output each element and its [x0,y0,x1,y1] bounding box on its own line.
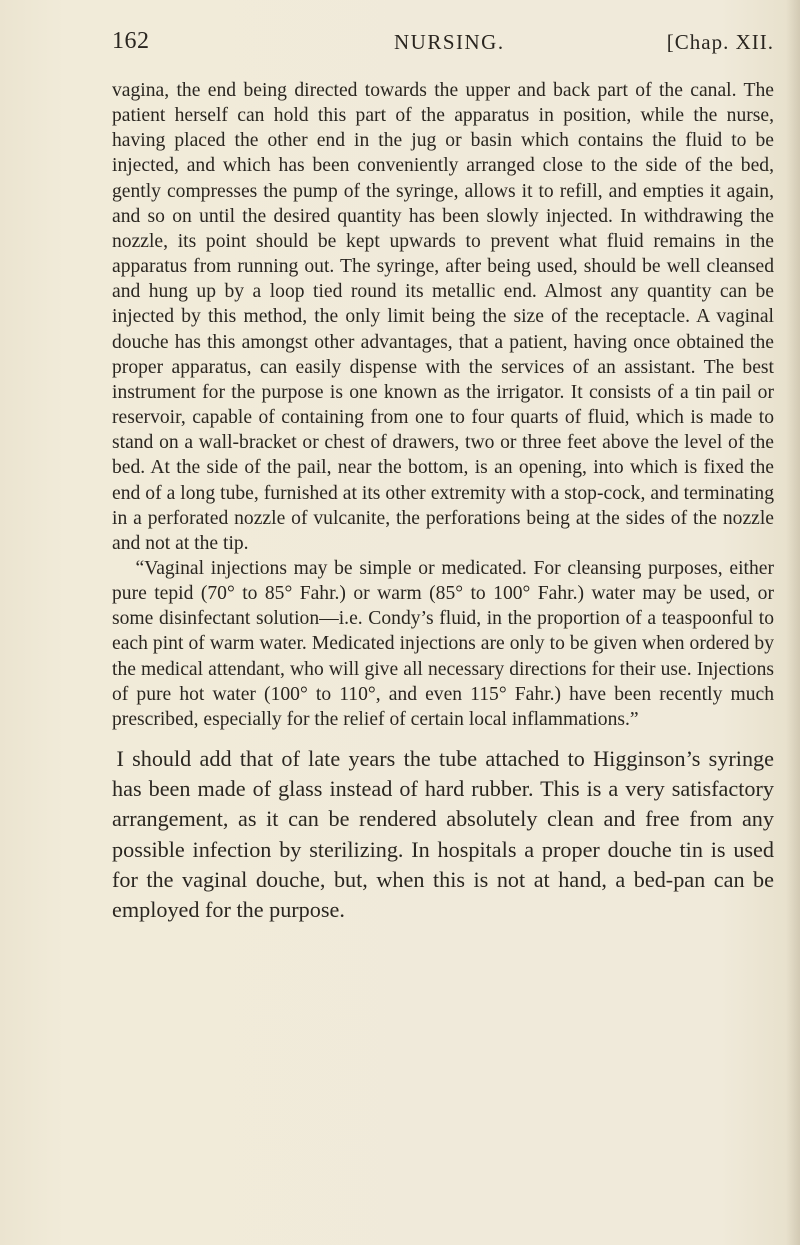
chapter-label: [Chap. XII. [666,30,774,54]
page-edge-shadow [786,0,800,1245]
paragraph-continuation: vagina, the end being directed towards the upper and back part of the canal. The patient herself can hold this part of the apparatus in position, while the nurse, having placed the other end in the jug or basin which contains the fluid to be injected, and which has been conveniently arranged close to the side of the bed, gently compresses the pump of the syringe, allows it to refill, and empties it again, and so on until the desired quantity has been slowly injected. In withdrawing the nozzle, its point should be kept upwards to prevent what fluid remains in the apparatus from running out. The syringe, after being used, should be well cleansed and hung up by a loop tied round its metallic end. Almost any quantity can be injected by this method, the only limit being the size of the receptacle. A vaginal douche has this amongst other advantages, that a patient, having once obtained the proper apparatus, can easily dispense with the services of an assistant. The best instrument for the purpose is one known as the irrigator. It consists of a tin pail or reservoir, capable of containing from one to four quarts of fluid, which is made to stand on a wall-bracket or chest of drawers, two or three feet above the level of the bed. At the side of the pail, near the bottom, is an opening, into which is fixed the end of a long tube, furnished at its other extremity with a stop-cock, and terminating in a perforated nozzle of vulcanite, the perforations being at the sides of the nozzle and not at the tip. [112,80,774,554]
running-header [112,28,774,62]
paragraph-addendum: I should add that of late years the tube attached to Higginson’s syringe has been made of glass instead of hard rubber. This is a very satisfactory arrangement, as it can be rendered absolutely clean and free from any possible infection by sterilizing. In hospitals a proper douche tin is used for the vaginal douche, but, when this is not at hand, a bed-pan can be employed for the purpose. [112,746,774,923]
page-number: 162 [112,28,150,54]
paragraph-quotation: “Vaginal injections may be simple or medicated. For cleansing purposes, either pure tepid (70° to 85° Fahr.) or warm (85° to 100° Fahr.) water may be used, or some disinfectant solution—i.e. Condy’s fluid, in the proportion of a teaspoonful to each pint of warm water. Medicated injections are only to be given when ordered by the medical attendant, who will give all necessary directions for their use. Injections of pure hot water (100° to 110°, and even 115° Fahr.) have been recently much prescribed, especially for the relief of certain local inflammations.” [112,557,774,730]
body-text [112,78,774,925]
running-title: NURSING. [394,30,505,54]
